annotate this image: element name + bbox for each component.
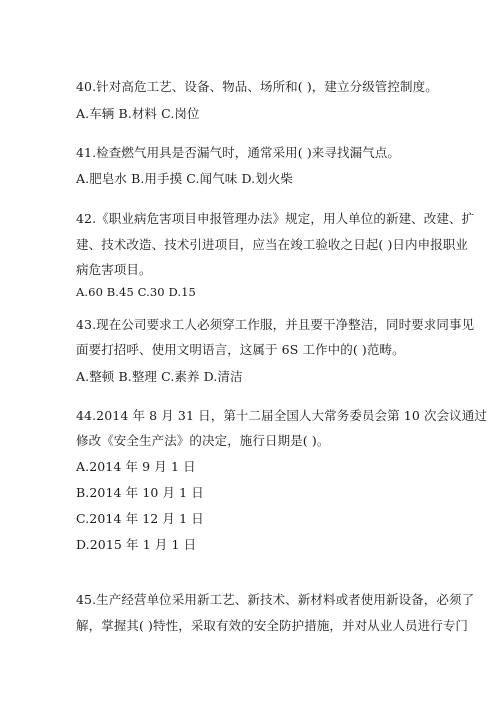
- question-40-stem: 40.针对高危工艺、设备、物品、场所和( )，建立分级管控制度。: [76, 79, 438, 94]
- question-42-options: A.60 B.45 C.30 D.15: [76, 285, 196, 299]
- question-44-stem-line-1: 44.2014 年 8 月 31 日，第十二届全国人大常务委员会第 10 次会议通过: [76, 408, 487, 423]
- question-42-stem-line-3: 病危害项目。: [76, 262, 152, 277]
- question-42-stem-line-1: 42.《职业病危害项目申报管理办法》规定，用人单位的新建、改建、扩: [76, 211, 475, 226]
- question-44-option-c: C.2014 年 12 月 1 日: [76, 511, 204, 526]
- question-41-options: A.肥皂水 B.用手摸 C.闻气味 D.划火柴: [76, 171, 294, 186]
- question-42-stem-line-2: 建、技术改造、技术引进项目，应当在竣工验收之日起( )日内申报职业: [76, 237, 469, 252]
- question-41-stem: 41.检查燃气用具是否漏气时，通常采用( )来寻找漏气点。: [76, 145, 401, 160]
- question-43-stem-line-2: 面要打招呼、使用文明语言，这属于 6S 工作中的( )范畴。: [76, 342, 405, 357]
- question-45-stem-line-2: 解，掌握其( )特性，采取有效的安全防护措施，并对从业人员进行专门: [76, 618, 469, 633]
- question-40-options: A.车辆 B.材料 C.岗位: [76, 106, 200, 121]
- question-43-options: A.整顿 B.整理 C.素养 D.清洁: [76, 369, 243, 384]
- question-44-option-d: D.2015 年 1 月 1 日: [76, 537, 197, 552]
- question-45-stem-line-1: 45.生产经营单位采用新工艺、新技术、新材料或者使用新设备，必须了: [76, 592, 475, 607]
- question-44-option-a: A.2014 年 9 月 1 日: [76, 459, 196, 474]
- question-44-option-b: B.2014 年 10 月 1 日: [76, 485, 204, 500]
- question-44-stem-line-2: 修改《安全生产法》的决定，施行日期是( )。: [76, 433, 330, 448]
- question-43-stem-line-1: 43.现在公司要求工人必须穿工作服，并且要干净整洁，同时要求同事见: [76, 317, 475, 332]
